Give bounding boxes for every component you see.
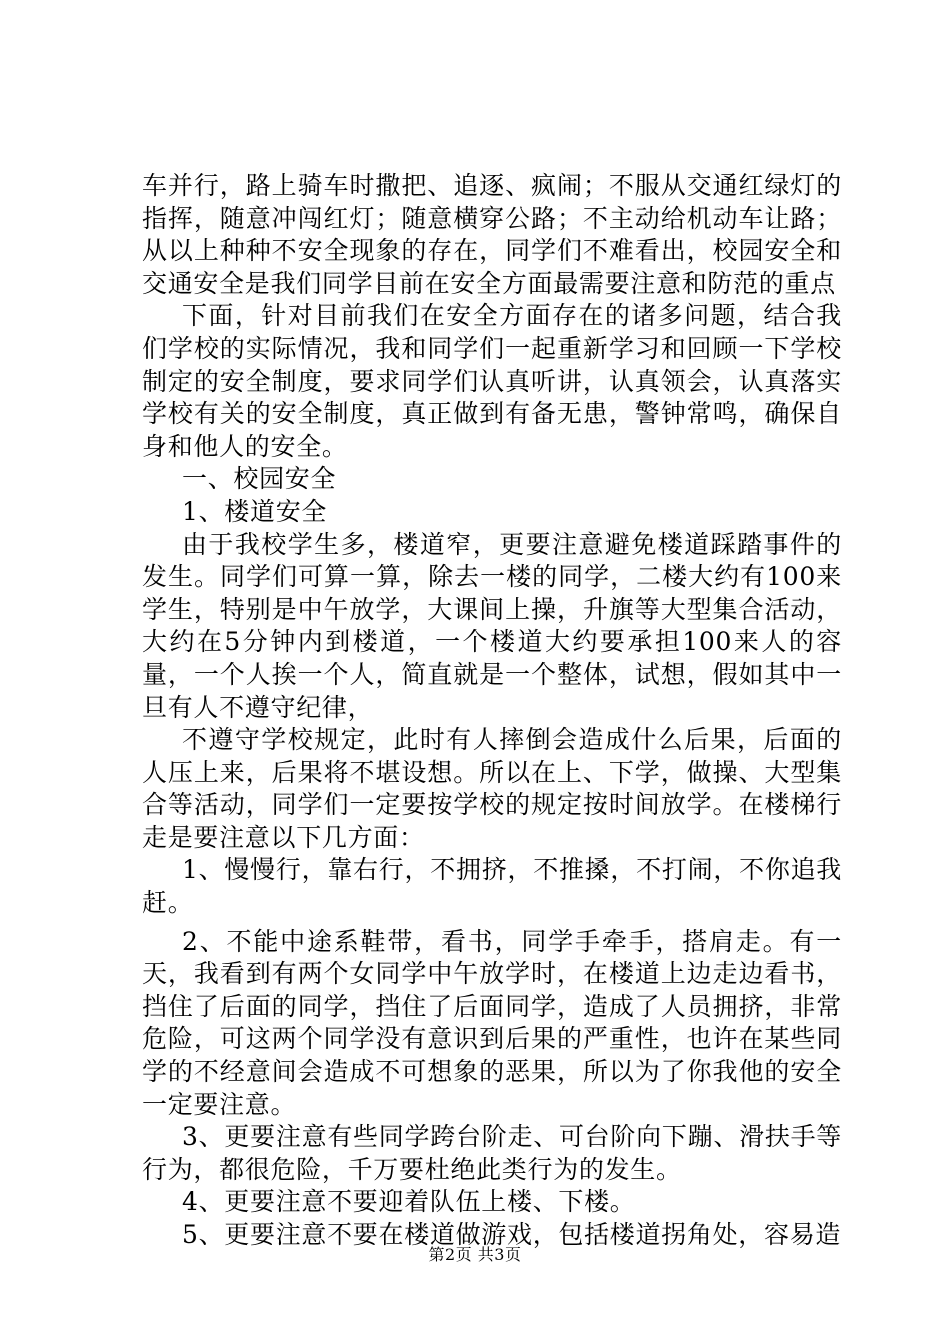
list-item-4: 4、更要注意不要迎着队伍上楼、下楼。 [182, 1187, 636, 1217]
paragraph-3: 由于我校学生多，楼道窄，更要注意避免楼道踩踏事件的发生。同学们可算一算，除去一楼的同学，二楼大约有100来学生，特别是中午放学，大课间上操，升旗等大型集合活动，大约在5分钟内到楼道，一个楼道大约要承担100来人的容量，一个人挨一个人，简直就是一个整体，试想，假如其中一旦有人不遵守纪律， [142, 529, 842, 722]
list-item-5: 5、更要注意不要在楼道做游戏，包括楼道拐角处，容易造 [182, 1220, 842, 1249]
document-body [142, 170, 842, 1252]
paragraph-4: 不遵守学校规定，此时有人摔倒会造成什么后果，后面的人压上来，后果将不堪设想。所以在上、下学，做操、大型集合等活动，同学们一定要按学校的规定按时间放学。在楼梯行走是要注意以下几方面： [142, 725, 842, 852]
subsection-heading: 1、楼道安全 [182, 496, 328, 526]
list-item-1: 1、慢慢行，靠右行，不拥挤，不推搡，不打闹，不你追我赶。 [142, 855, 842, 918]
list-item-2: 2、不能中途系鞋带，看书，同学手牵手，搭肩走。有一天，我看到有两个女同学中午放学时，在楼道上边走边看书，挡住了后面的同学，挡住了后面同学，造成了人员拥挤，非常危险，可这两个同学没有意识到后果的严重性，也许在某些同学的不经意间会造成不可想象的恶果，所以为了你我他的安全一定要注意。 [142, 926, 842, 1119]
paragraph-2: 下面，针对目前我们在安全方面存在的诸多问题，结合我们学校的实际情况，我和同学们一起重新学习和回顾一下学校制定的安全制度，要求同学们认真听讲，认真领会，认真落实学校有关的安全制度，真正做到有备无患，警钟常鸣，确保自身和他人的安全。 [142, 301, 842, 461]
section-heading: 一、校园安全 [182, 464, 337, 494]
list-item-3: 3、更要注意有些同学跨台阶走、可台阶向下蹦、滑扶手等行为，都很危险，千万要杜绝此类行为的发生。 [142, 1122, 842, 1184]
page-number-footer: 第2页 共3页 [428, 1245, 522, 1264]
paragraph-1: 车并行，路上骑车时撒把、追逐、疯闹；不服从交通红绿灯的指挥，随意冲闯红灯；随意横穿公路；不主动给机动车让路；从以上种种不安全现象的存在，同学们不难看出，校园安全和交通安全是我们同学目前在安全方面最需要注意和防范的重点 [142, 171, 842, 298]
